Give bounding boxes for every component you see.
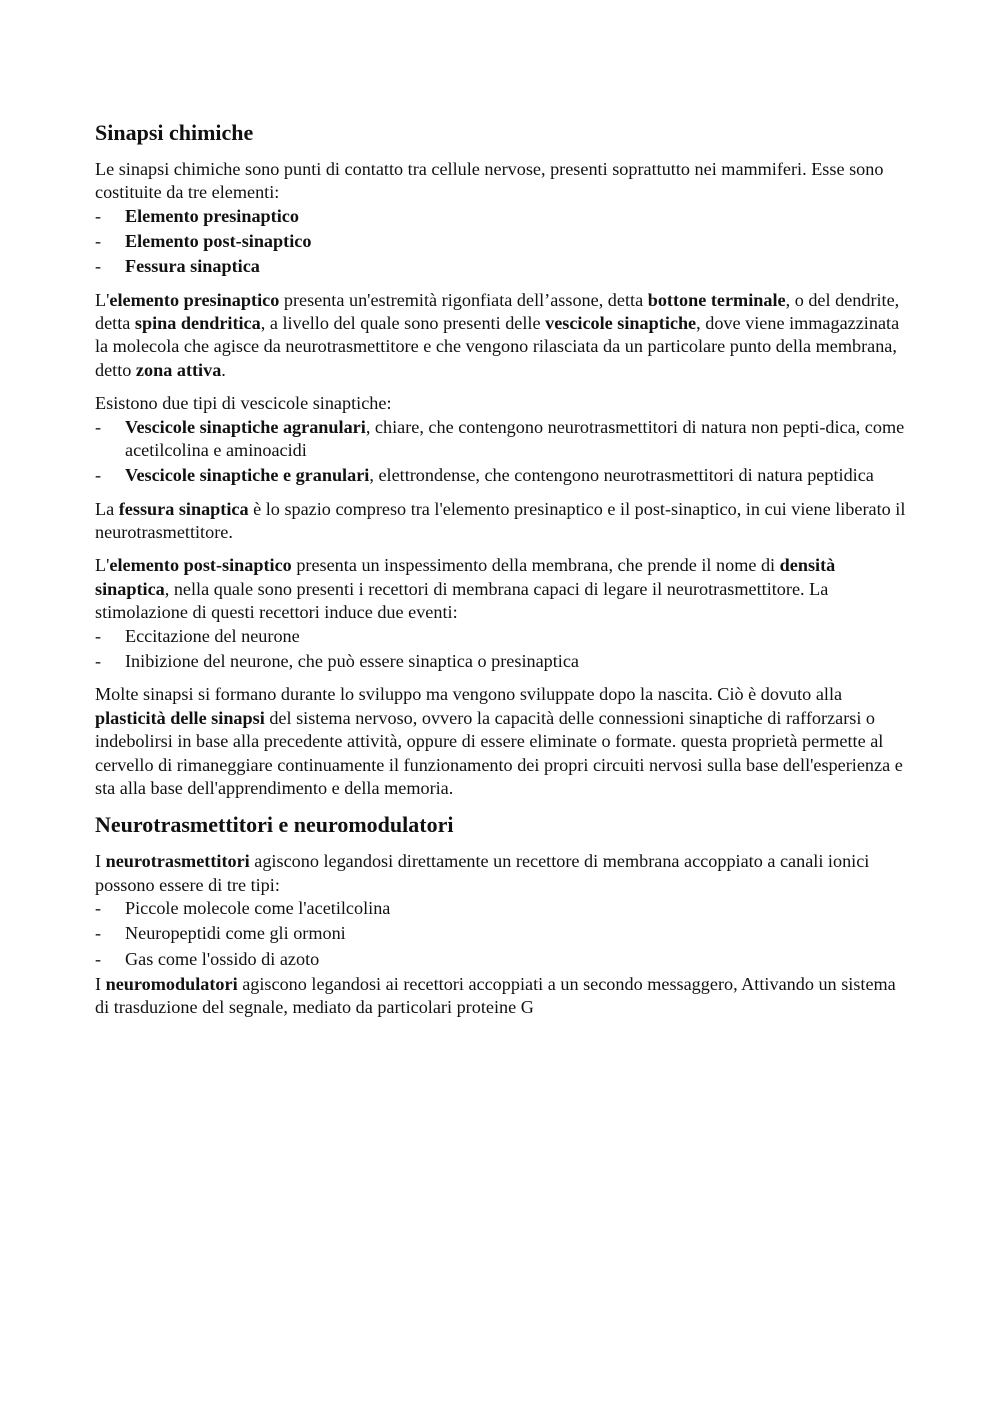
neuromodulatori-paragraph: I neuromodulatori agiscono legandosi ai recettori accoppiati a un secondo messaggero, Attivando un sistema di trasduzione del segnale, mediato da particolari proteine G: [95, 973, 896, 1018]
fessura-paragraph: La fessura sinaptica è lo spazio compreso tra l'elemento presinaptico e il post-sinaptico, in cui viene liberato il neurotrasmettitore.: [95, 498, 906, 543]
neurotrasmettitori-paragraph: I neurotrasmettitori agiscono legandosi direttamente un recettore di membrana accoppiato a canali ionici possono essere di tre tipi:: [95, 851, 870, 895]
list-item: - Eccitazione del neurone: [95, 625, 907, 648]
list-item: - Vescicole sinaptiche agranulari, chiare, che contengono neurotrasmettitori di natura non pepti-dica, come acetilcolina e aminoacidi: [95, 416, 907, 463]
document-page: [95, 118, 907, 1020]
list-item: - Fessura sinaptica: [95, 255, 907, 278]
tipi-list: [95, 897, 907, 971]
section-heading-neurotrasmettitori: Neurotrasmettitori e neuromodulatori: [95, 812, 454, 838]
list-item: - Gas come l'ossido di azoto: [95, 948, 907, 971]
postsinaptico-paragraph: L'elemento post-sinaptico presenta un inspessimento della membrana, che prende il nome di densità sinaptica, nella quale sono presenti i recettori di membrana capaci di legare il neurotrasmettitore. La stimolazione di questi recettori induce due eventi:: [95, 555, 836, 623]
intro-paragraph: Le sinapsi chimiche sono punti di contatto tra cellule nervose, presenti soprattutto nei mammiferi. Esse sono costituite da tre elementi:: [95, 159, 884, 203]
list-item: - Elemento post-sinaptico: [95, 230, 907, 253]
list-item: - Neuropeptidi come gli ormoni: [95, 922, 907, 945]
plasticita-paragraph: Molte sinapsi si formano durante lo sviluppo ma vengono sviluppate dopo la nascita. Ciò è dovuto alla plasticità delle sinapsi del sistema nervoso, ovvero la capacità delle connessioni sinaptiche di rafforzarsi o indebolirsi in base alla precedente attività, oppure di essere eliminate o formate. questa proprietà permette al cervello di rimaneggiare continuamente il funzionamento dei propri circuiti nervosi sulla base dell'esperienza e sta alla base dell'apprendimento e della memoria.: [95, 684, 903, 798]
list-item: - Vescicole sinaptiche e granulari, elettrondense, che contengono neurotrasmettitori di natura peptidica: [95, 464, 907, 487]
list-item: - Elemento presinaptico: [95, 205, 907, 228]
section-heading-sinapsi-chimiche: Sinapsi chimiche: [95, 120, 254, 145]
vescicole-list: [95, 416, 907, 488]
eventi-list: [95, 625, 907, 674]
elements-list: [95, 205, 907, 279]
list-item: - Piccole molecole come l'acetilcolina: [95, 897, 907, 920]
presinaptico-paragraph: L'elemento presinaptico presenta un'estremità rigonfiata dell’assone, detta bottone terminale, o del dendrite, detta spina dendritica, a livello del quale sono presenti delle vescicole sinaptiche, dove viene immagazzinata la molecola che agisce da neurotrasmettitore e che vengono rilasciata da un particolare punto della membrana, detto zona attiva.: [95, 289, 900, 380]
vescicole-intro: Esistono due tipi di vescicole sinaptiche:: [95, 393, 392, 414]
list-item: - Inibizione del neurone, che può essere sinaptica o presinaptica: [95, 650, 907, 673]
